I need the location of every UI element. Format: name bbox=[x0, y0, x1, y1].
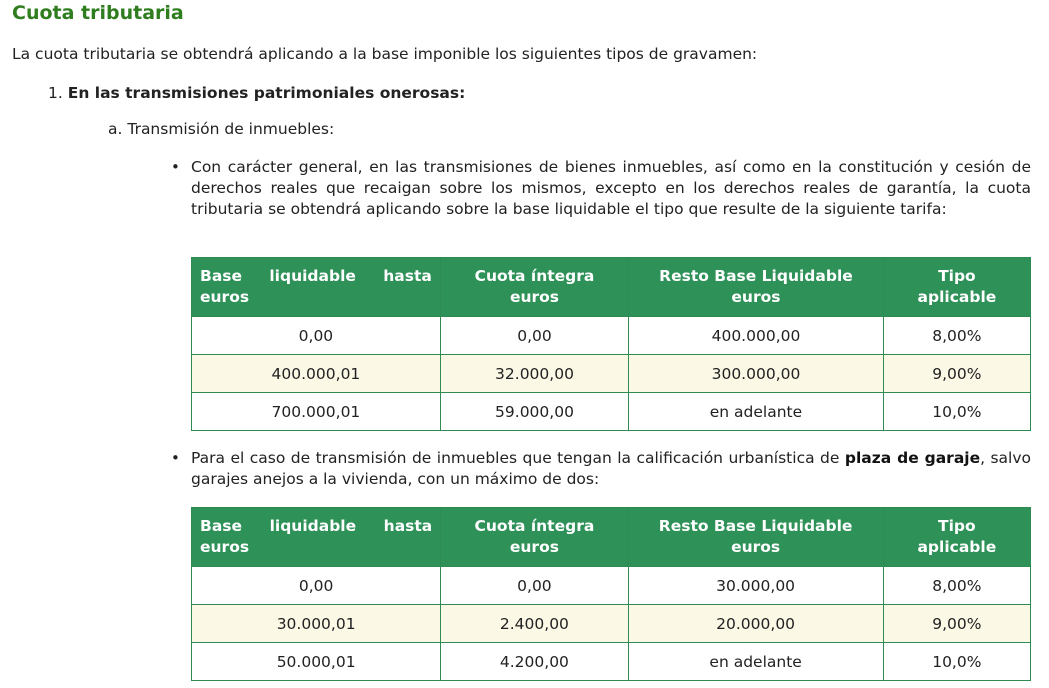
header-resto-base bbox=[629, 258, 884, 317]
table-row bbox=[192, 643, 1031, 681]
tarifa-table-general bbox=[191, 257, 1031, 431]
table-cell: 700.000,01 bbox=[192, 393, 441, 431]
header-base-liquidable-line1: Base liquidable hasta bbox=[200, 267, 432, 285]
table-cell: 2.400,00 bbox=[441, 605, 628, 643]
bullet-item-garaje bbox=[172, 448, 1031, 490]
ordered-item-1-marker: 1. bbox=[48, 84, 63, 102]
header-base-liquidable bbox=[192, 508, 441, 567]
bullet-item-garaje-text-end: , salvo garajes anejos a la vivienda, con un máximo de dos: bbox=[191, 449, 1032, 488]
header-cuota-integra-line2: euros bbox=[509, 538, 559, 556]
intro-paragraph: La cuota tributaria se obtendrá aplicando a la base imponible los siguientes tipos de gravamen: bbox=[12, 45, 758, 63]
page-title: Cuota tributaria bbox=[12, 2, 184, 24]
bullet-item-general-text: Con carácter general, en las transmisiones de bienes inmuebles, así como en la constitución y cesión de derechos reales que recaigan sobre los mismos, excepto en los derechos reales de garantía, la cuota tributaria se obtendrá aplicando sobre la base liquidable el tipo que resulte de la siguiente tarifa: bbox=[191, 158, 1031, 218]
header-base-liquidable-line2: euros bbox=[200, 538, 250, 556]
header-tipo-aplicable bbox=[883, 258, 1030, 317]
header-cuota-integra-line1: Cuota íntegra bbox=[474, 267, 595, 285]
table-row bbox=[192, 605, 1031, 643]
bullet-item-garaje-text bbox=[172, 448, 1031, 490]
header-cuota-integra-line1: Cuota íntegra bbox=[474, 517, 595, 535]
table-cell: 4.200,00 bbox=[441, 643, 628, 681]
table-cell: en adelante bbox=[628, 643, 883, 681]
header-tipo-aplicable-line1: Tipo bbox=[938, 517, 976, 535]
table-cell: 30.000,00 bbox=[628, 567, 883, 605]
header-tipo-aplicable bbox=[883, 508, 1030, 567]
table-cell: 400.000,01 bbox=[192, 355, 441, 393]
bullet-icon: • bbox=[171, 158, 180, 176]
header-resto-base-line2: euros bbox=[731, 538, 781, 556]
header-base-liquidable-line2: euros bbox=[200, 288, 250, 306]
table-cell: 50.000,01 bbox=[192, 643, 441, 681]
header-base-liquidable-line1: Base liquidable hasta bbox=[200, 517, 433, 535]
ordered-item-1-label: En las transmisiones patrimoniales onerosas: bbox=[67, 84, 466, 102]
table-cell: 8,00% bbox=[883, 317, 1030, 355]
bullet-item-garaje-bold: plaza de garaje bbox=[844, 449, 981, 467]
table-cell: 20.000,00 bbox=[628, 605, 883, 643]
table-cell: 0,00 bbox=[441, 567, 628, 605]
header-tipo-aplicable-line2: aplicable bbox=[917, 288, 997, 306]
table-cell: 400.000,00 bbox=[629, 317, 884, 355]
table-cell: 0,00 bbox=[192, 567, 441, 605]
table-cell: 0,00 bbox=[440, 317, 628, 355]
header-cuota-integra bbox=[441, 508, 628, 567]
ordered-item-a-marker: a. bbox=[108, 120, 123, 138]
table-cell: 9,00% bbox=[883, 355, 1030, 393]
bullet-icon: • bbox=[171, 449, 180, 467]
table-cell: 8,00% bbox=[883, 567, 1030, 605]
table-row bbox=[192, 355, 1031, 393]
table-cell: 30.000,01 bbox=[192, 605, 441, 643]
table-cell: 10,0% bbox=[883, 643, 1030, 681]
ordered-item-a-label: Transmisión de inmuebles: bbox=[127, 120, 335, 138]
header-resto-base-line2: euros bbox=[731, 288, 781, 306]
table-row bbox=[192, 567, 1031, 605]
table-cell: 59.000,00 bbox=[440, 393, 628, 431]
header-tipo-aplicable-line2: aplicable bbox=[917, 538, 997, 556]
table-row bbox=[192, 317, 1031, 355]
header-cuota-integra-line2: euros bbox=[509, 288, 560, 306]
header-tipo-aplicable-line1: Tipo bbox=[938, 267, 976, 285]
tarifa-table-garaje bbox=[191, 507, 1031, 681]
header-base-liquidable bbox=[192, 258, 441, 317]
header-resto-base-line1: Resto Base Liquidable bbox=[658, 517, 853, 535]
table-cell: en adelante bbox=[629, 393, 884, 431]
table-cell: 0,00 bbox=[192, 317, 441, 355]
table-header-row bbox=[192, 508, 1031, 567]
header-resto-base-line1: Resto Base Liquidable bbox=[659, 267, 853, 285]
header-resto-base bbox=[628, 508, 883, 567]
table-cell: 32.000,00 bbox=[440, 355, 628, 393]
table-cell: 10,0% bbox=[883, 393, 1030, 431]
table-cell: 300.000,00 bbox=[629, 355, 884, 393]
header-cuota-integra bbox=[440, 258, 628, 317]
ordered-item-1 bbox=[48, 84, 465, 102]
bullet-item-garaje-text-start: Para el caso de transmisión de inmuebles que tengan la calificación urbanística de bbox=[191, 449, 845, 467]
bullet-item-general bbox=[172, 157, 1031, 220]
table-header-row bbox=[192, 258, 1031, 317]
ordered-item-a bbox=[108, 120, 334, 138]
table-cell: 9,00% bbox=[883, 605, 1030, 643]
table-row bbox=[192, 393, 1031, 431]
